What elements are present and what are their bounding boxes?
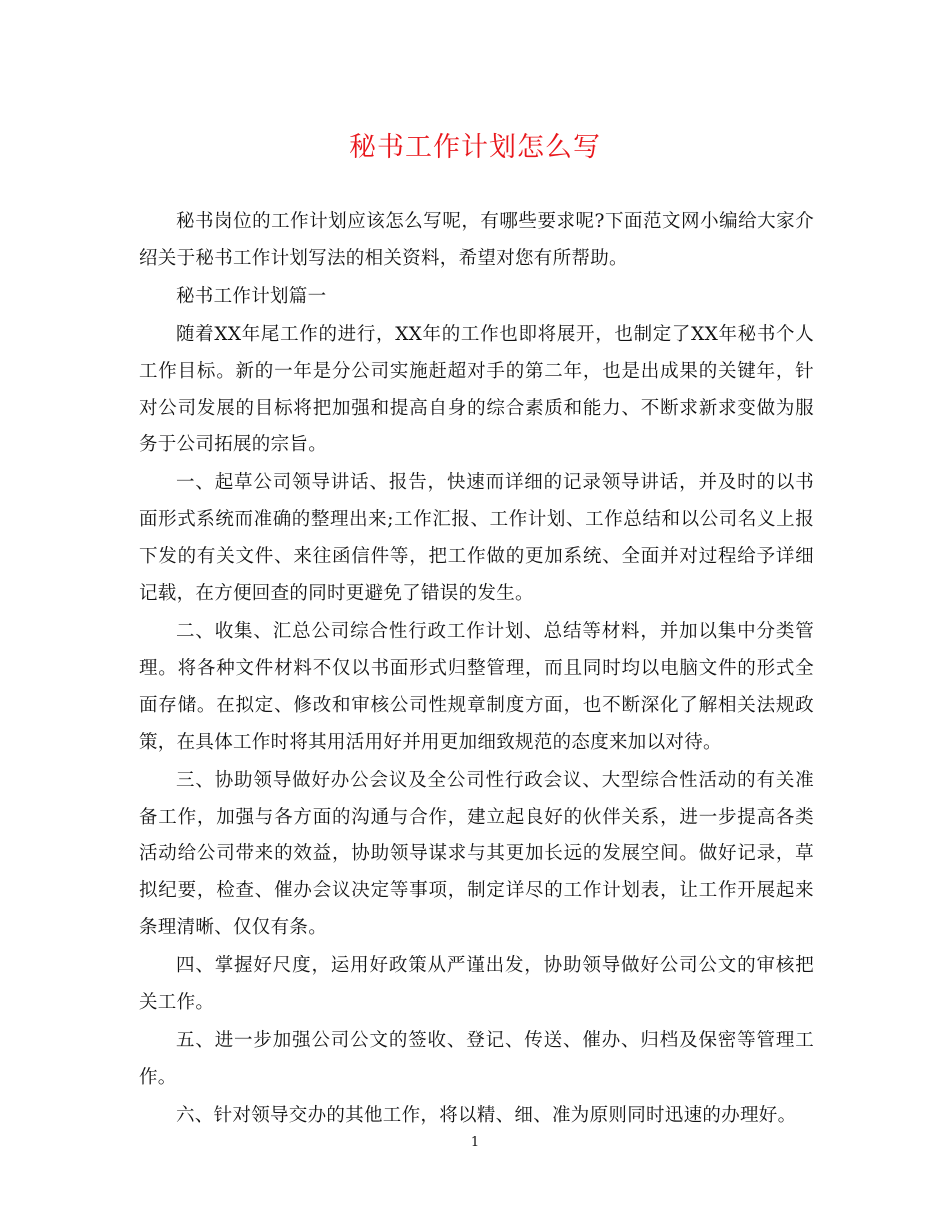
- section-heading: 秘书工作计划篇一: [176, 285, 327, 307]
- body-paragraph: 三、协助领导做好办公会议及全公司性行政会议、大型综合性活动的有关准备工作，加强与各方面的沟通与合作，建立起良好的伙伴关系，进一步提高各类活动给公司带来的效益，协助领导谋求与其更加长远的发展空间。做好记录，草拟纪要，检查、催办会议决定等事项，制定详尽的工作计划表，让工作开展起来条理清晰、仅仅有条。: [139, 769, 814, 939]
- body-paragraph: 随着XX年尾工作的进行，XX年的工作也即将展开，也制定了XX年秘书个人工作目标。新的一年是分公司实施赶超对手的第二年，也是出成果的关键年，针对公司发展的目标将把加强和提高自身的综合素质和能力、不断求新求变做为服务于公司拓展的宗旨。: [139, 323, 814, 456]
- intro-paragraph: 秘书岗位的工作计划应该怎么写呢，有哪些要求呢?下面范文网小编给大家介绍关于秘书工作计划写法的相关资料，希望对您有所帮助。: [139, 211, 814, 269]
- body-paragraph: 二、收集、汇总公司综合性行政工作计划、总结等材料，并加以集中分类管理。将各种文件材料不仅以书面形式归整管理，而且同时均以电脑文件的形式全面存储。在拟定、修改和审核公司性规章制度方面，也不断深化了解相关法规政策，在具体工作时将其用活用好并用更加细致规范的态度来加以对待。: [139, 620, 814, 753]
- body-paragraph: 一、起草公司领导讲话、报告，快速而详细的记录领导讲话，并及时的以书面形式系统而准确的整理出来;工作汇报、工作计划、工作总结和以公司名义上报下发的有关文件、来往函信件等，把工作做的更加系统、全面并对过程给予详细记载，在方便回查的同时更避免了错误的发生。: [139, 472, 814, 605]
- page-number: 1: [470, 1135, 480, 1150]
- document-title: 秘书工作计划怎么写: [349, 132, 601, 163]
- body-paragraph: 六、针对领导交办的其他工作，将以精、细、准为原则同时迅速的办理好。: [176, 1104, 797, 1126]
- body-paragraph: 五、进一步加强公司公文的签收、登记、传送、催办、归档及保密等管理工作。: [139, 1029, 814, 1088]
- body-paragraph: 四、掌握好尺度，运用好政策从严谨出发，协助领导做好公司公文的审核把关工作。: [139, 955, 814, 1014]
- document-body: [139, 204, 814, 1136]
